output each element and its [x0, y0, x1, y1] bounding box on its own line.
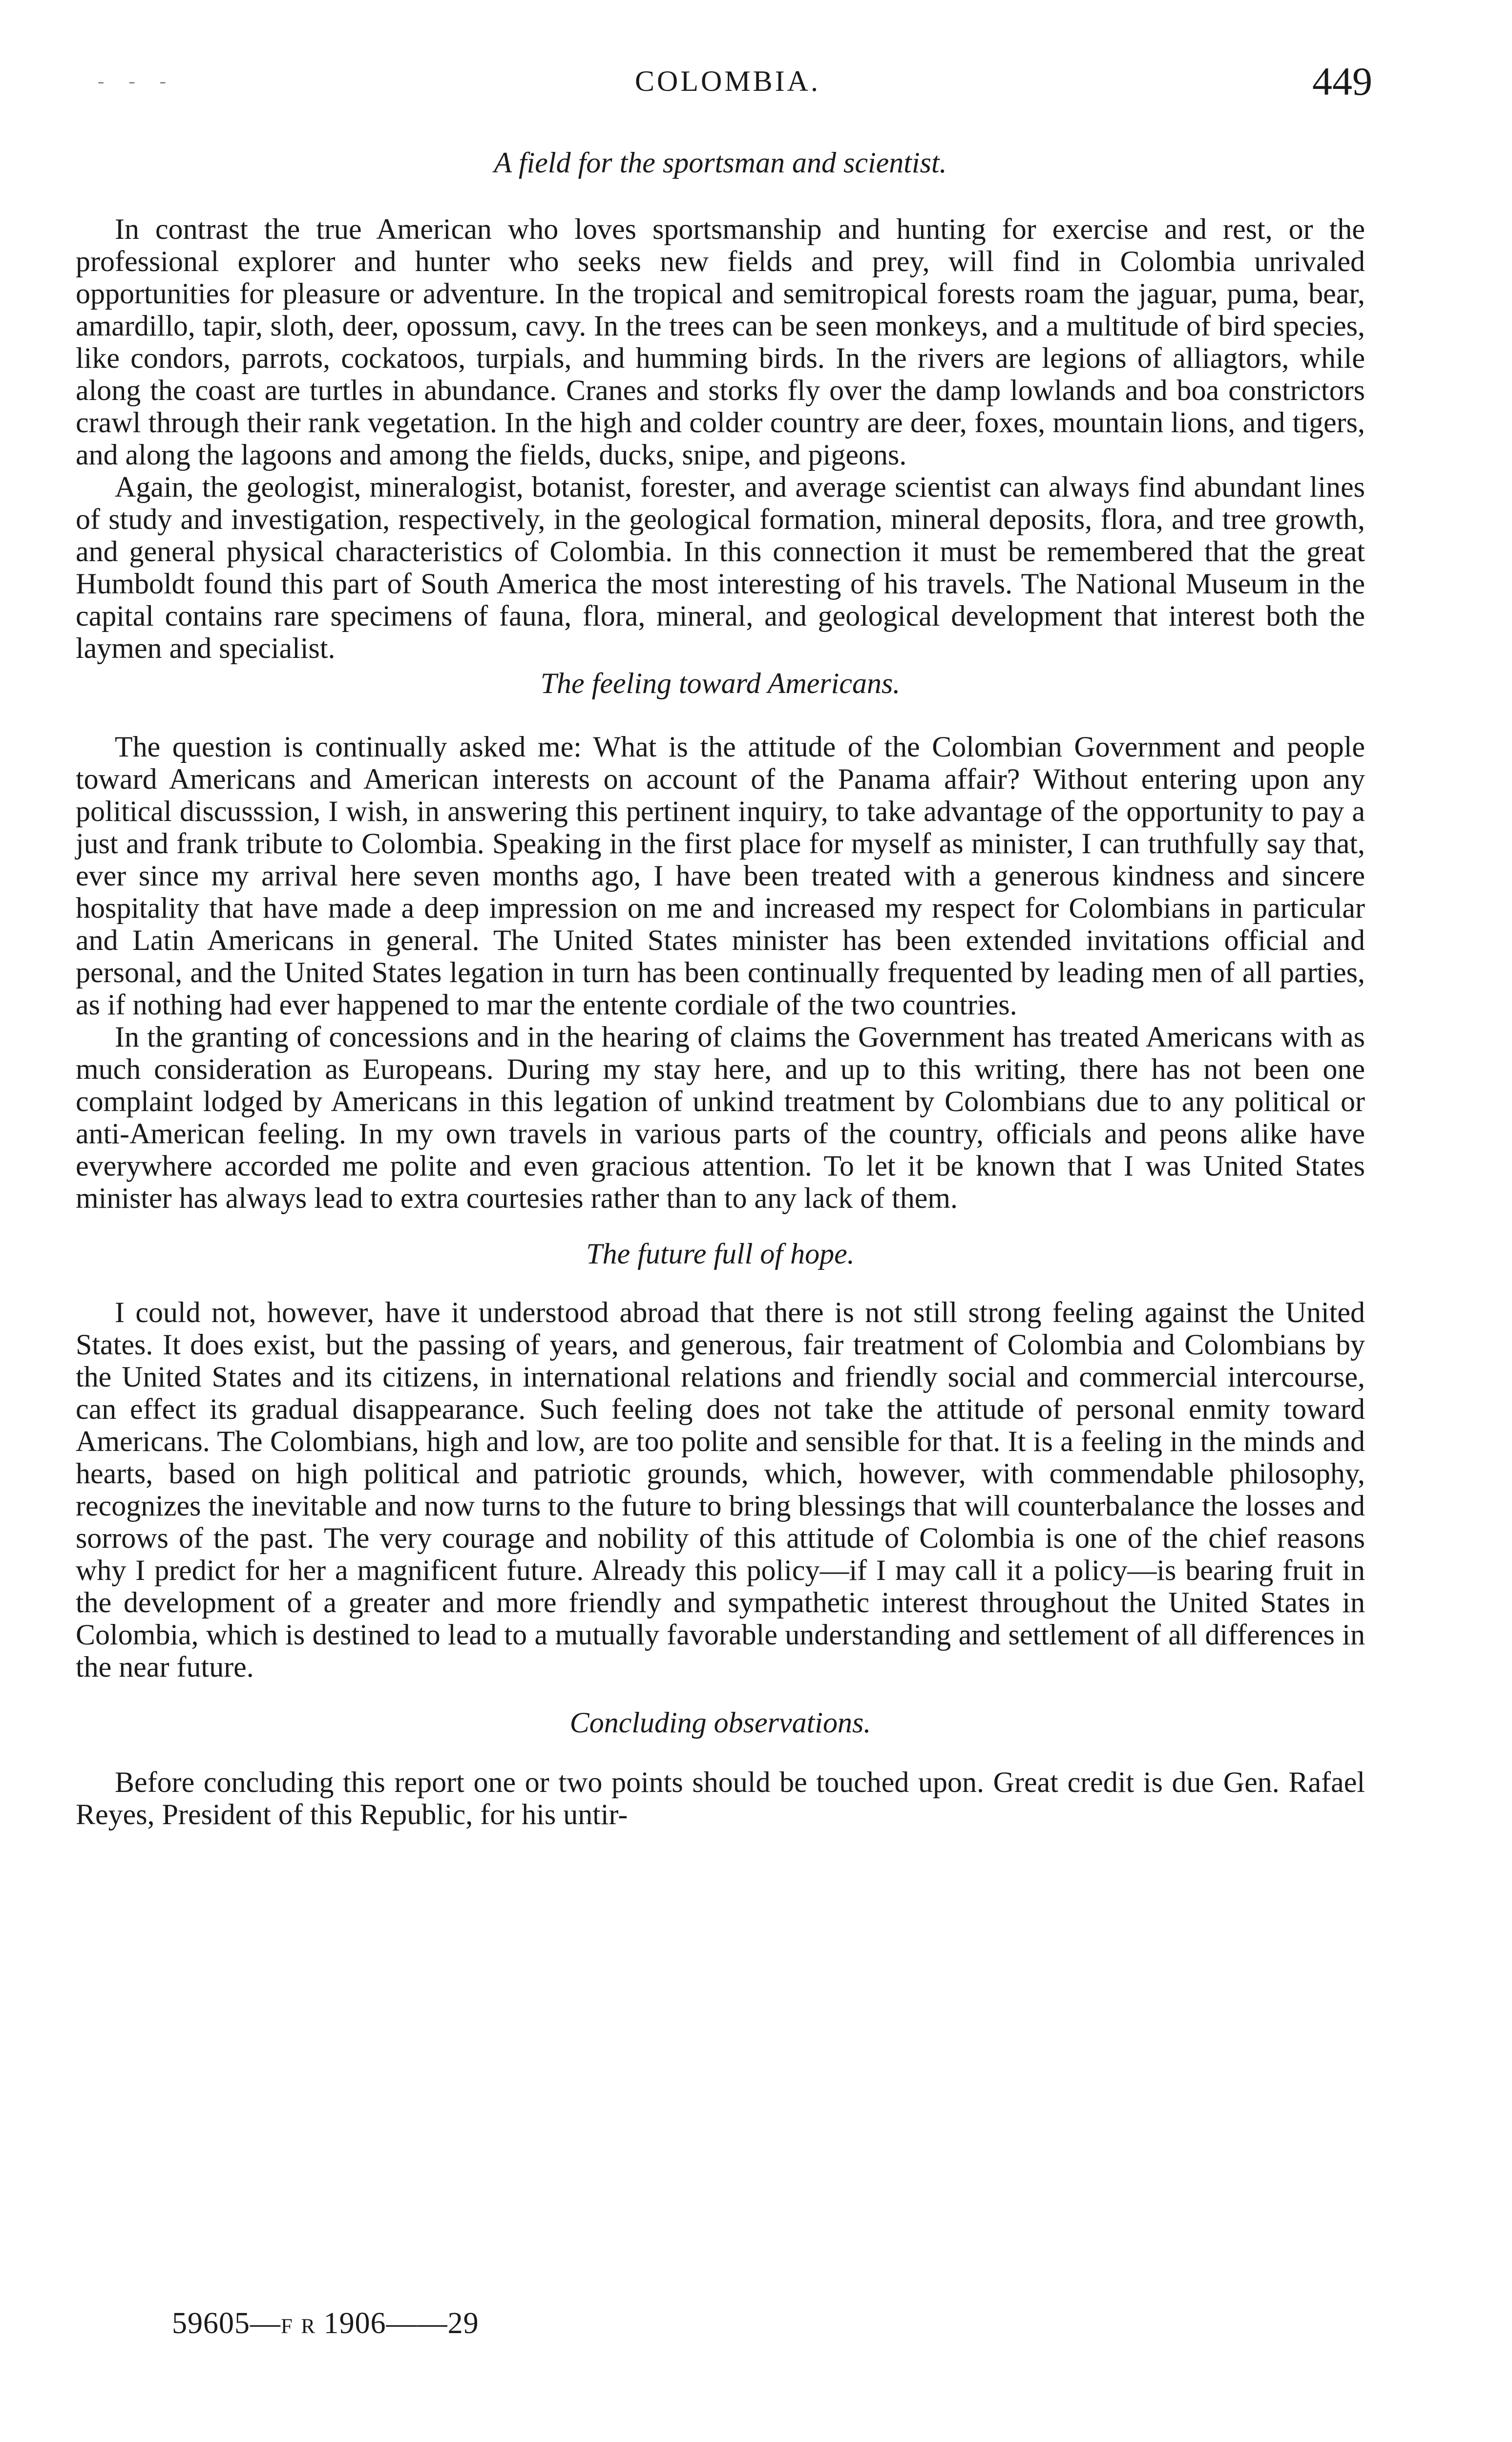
section-heading-feeling: The feeling toward Americans.	[540, 667, 901, 699]
page-header	[83, 59, 1372, 107]
section-heading-sportsman: A field for the sportsman and scientist.	[494, 147, 947, 179]
paragraph-sportsman: In contrast the true American who loves sportsmanship and hunting for exercise and rest, or the professional explorer and hunter who seeks new fields and prey, will find in Colombia unrivaled opportunities for pleasure or adventure. In the tropical and semitropical forests roam the jaguar, puma, bear, amardillo, tapir, sloth, deer, opossum, cavy. In the trees can be seen monkeys, and a multitude of bird species, like condors, parrots, cockatoos, turpials, and humming birds. In the rivers are legions of alliagtors, while along the coast are turtles in abundance. Cranes and storks fly over the damp lowlands and boa constrictors crawl through their rank vegetation. In the high and colder country are deer, foxes, mountain lions, and tigers, and along the lagoons and among the fields, ducks, snipe, and pigeons.	[76, 213, 1365, 471]
signature-number: 59605—	[172, 2307, 281, 2340]
paragraph-attitude: The question is continually asked me: What is the attitude of the Colombian Government and people toward Americans and American interests on account of the Panama affair? Without entering upon any political discusssion, I wish, in answering this pertinent inquiry, to take advantage of the opportunity to pay a just and frank tribute to Colombia. Speaking in the first place for myself as minister, I can truthfully say that, ever since my arrival here seven months ago, I have been treated with a generous kindness and sincere hospitality that have made a deep impression on me and increased my respect for Colombians in particular and Latin Americans in general. The United States minister has been extended invitations official and personal, and the United States legation in turn has been continually frequented by leading men of all parties, as if nothing had ever happened to mar the entente cordiale of the two countries.	[76, 731, 1365, 1021]
paragraph-future: I could not, however, have it understood abroad that there is not still strong feeling against the United States. It does exist, but the passing of years, and generous, fair treatment of Colombia and Colombians by the United States and its citizens, in international relations and friendly social and commercial intercourse, can effect its gradual disappearance. Such feeling does not take the attitude of personal enmity toward Americans. The Colombians, high and low, are too polite and sensible for that. It is a feeling in the minds and hearts, based on high political and patriotic grounds, which, however, with commendable philosophy, recognizes the inevitable and now turns to the future to bring blessings that will counterbalance the losses and sorrows of the past. The very courage and nobility of this attitude of Colombia is one of the chief reasons why I predict for her a magnificent future. Already this policy—if I may call it a policy—is bearing fruit in the development of a greater and more friendly and sympathetic interest throughout the United States in Colombia, which is destined to lead to a mutually favorable understanding and settlement of all differences in the near future.	[76, 1296, 1365, 1683]
section-heading-concluding: Concluding observations.	[569, 1706, 871, 1739]
header-dash-mark: - - -	[98, 70, 176, 92]
paragraph-concessions: In the granting of concessions and in the hearing of claims the Government has treated Americans with as much consideration as Europeans. During my stay here, and up to this writing, there has not been one complaint lodged by Americans in this legation of unkind treatment by Colombians due to any political or anti-American feeling. In my own travels in various parts of the country, officials and peons alike have everywhere accorded me polite and even gracious attention. To let it be known that I was United States minister has always lead to extra courtesies rather than to any lack of them.	[76, 1021, 1365, 1214]
paragraph-scientist: Again, the geologist, mineralogist, botanist, forester, and average scientist can always find abundant lines of study and investigation, respectively, in the geological formation, mineral deposits, flora, and tree growth, and general physical characteristics of Colombia. In this connection it must be remembered that the great Humboldt found this part of South America the most interesting of his travels. The National Museum in the capital contains rare specimens of fauna, flora, mineral, and geological development that interest both the laymen and specialist.	[76, 471, 1365, 664]
page-number: 449	[1312, 59, 1372, 104]
footer-signature	[172, 2306, 479, 2341]
signature-letters: f r	[281, 2307, 316, 2340]
body-text	[76, 145, 1365, 1831]
running-title: COLOMBIA.	[634, 65, 820, 97]
section-heading-future: The future full of hope.	[586, 1238, 855, 1270]
signature-tail: 1906——29	[315, 2307, 479, 2340]
paragraph-concluding: Before concluding this report one or two points should be touched upon. Great credit is due Gen. Rafael Reyes, President of this Republic, for his untir-	[76, 1766, 1365, 1831]
